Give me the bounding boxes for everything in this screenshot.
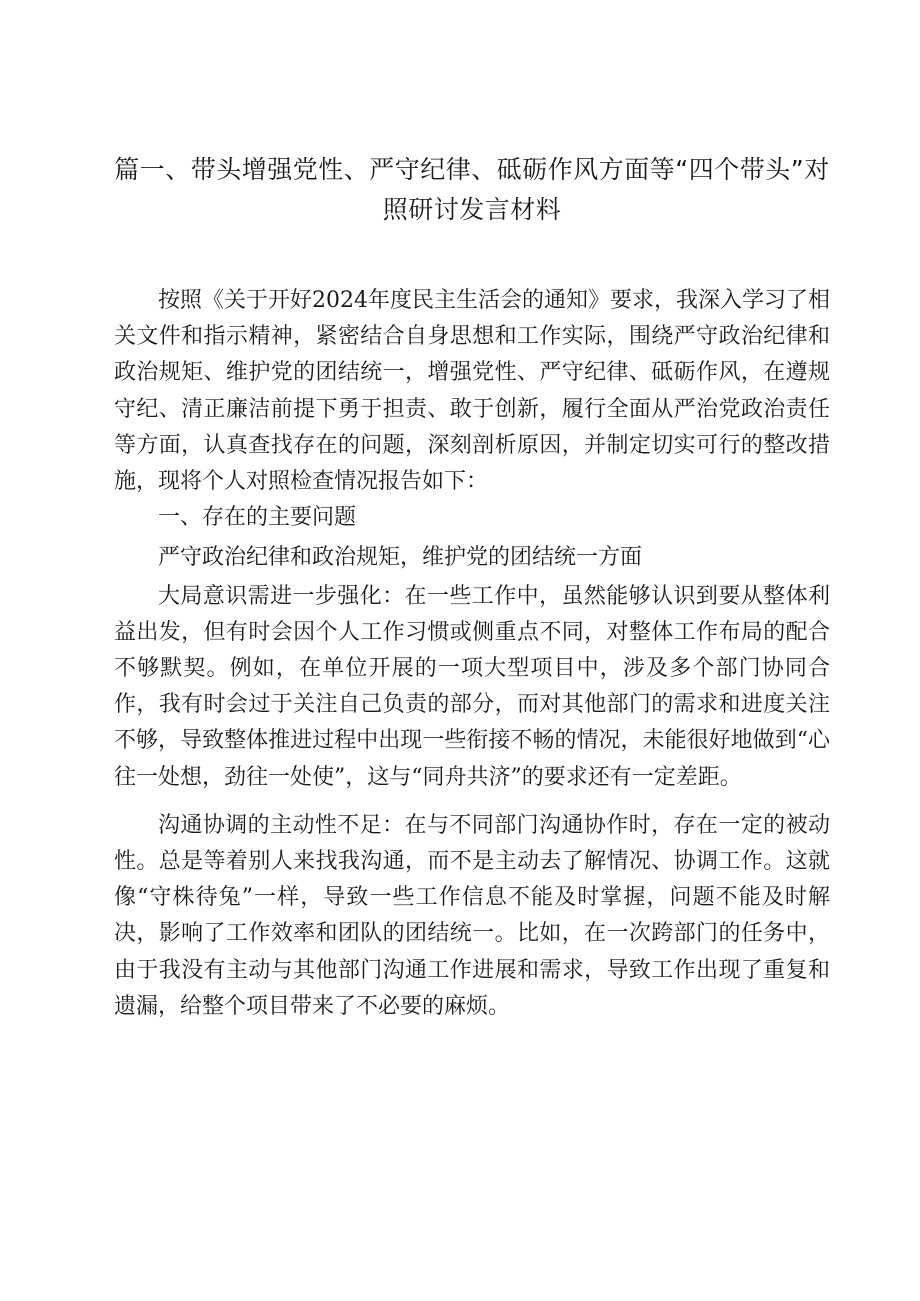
document-body xyxy=(114,283,830,1025)
section-subheading: 严守政治纪律和政治规矩，维护党的团结统一方面 xyxy=(158,545,643,571)
body-paragraph-1: 大局意识需进一步强化：在一些工作中，虽然能够认识到要从整体利益出发，但有时会因个人工作习惯或侧重点不同，对整体工作布局的配合不够默契。例如，在单位开展的一项大型项目中，涉及多个部门协同合作，我有时会过于关注自己负责的部分，而对其他部门的需求和进度关注不够，导致整体推进过程中出现一些衔接不畅的情况，未能很好地做到“心往一处想，劲往一处使”，这与“同舟共济”的要求还有一定差距。 xyxy=(114,583,830,790)
title-line-1: 篇一、带头增强党性、严守纪律、砥砺作风方面等“四个带头”对 xyxy=(114,155,830,184)
title-line-2: 照研讨发言材料 xyxy=(382,195,562,224)
document-title xyxy=(112,150,832,230)
intro-paragraph: 按照《关于开好2024年度民主生活会的通知》要求，我深入学习了相关文件和指示精神，紧密结合自身思想和工作实际，围绕严守政治纪律和政治规矩、维护党的团结统一，增强党性、严守纪律、砥砺作风，在遵规守纪、清正廉洁前提下勇于担责、敢于创新，履行全面从严治党政治责任等方面，认真查找存在的问题，深刻剖析原因，并制定切实可行的整改措施，现将个人对照检查情况报告如下： xyxy=(114,288,830,495)
section-heading: 一、存在的主要问题 xyxy=(158,505,357,531)
body-paragraph-2: 沟通协调的主动性不足：在与不同部门沟通协作时，存在一定的被动性。总是等着别人来找我沟通，而不是主动去了解情况、协调工作。这就像“守株待兔”一样，导致一些工作信息不能及时掌握，问题不能及时解决，影响了工作效率和团队的团结统一。比如，在一次跨部门的任务中，由于我没有主动与其他部门沟通工作进展和需求，导致工作出现了重复和遗漏，给整个项目带来了不必要的麻烦。 xyxy=(114,812,830,1019)
